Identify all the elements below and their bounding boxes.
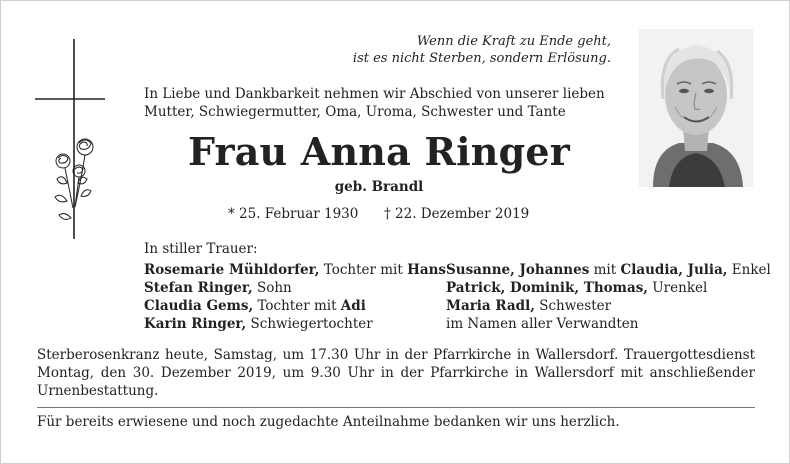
mourner-name: Claudia, Julia, xyxy=(620,262,728,278)
birth-date: * 25. Februar 1930 xyxy=(228,206,359,222)
mourner-relation: Sohn xyxy=(252,280,292,296)
mourners-left-column xyxy=(144,261,447,333)
mourner-line xyxy=(144,279,444,297)
mourner-name: Maria Radl, xyxy=(446,298,535,314)
mourner-line xyxy=(446,261,776,279)
mourners-right-column xyxy=(446,261,776,333)
mourner-relation: Enkel xyxy=(727,262,771,278)
mourner-line xyxy=(446,315,776,333)
death-date: † 22. Dezember 2019 xyxy=(384,206,530,222)
mourner-line xyxy=(144,315,444,333)
mourner-relation: Tochter mit xyxy=(253,298,341,314)
motto xyxy=(301,33,611,67)
intro-line-2: Mutter, Schwiegermutter, Oma, Uroma, Schwester und Tante xyxy=(144,104,566,120)
intro-text xyxy=(144,85,624,121)
mourner-name: Rosemarie Mühldorfer, xyxy=(144,262,320,278)
mourner-line xyxy=(144,297,444,315)
mourning-label: In stiller Trauer: xyxy=(144,241,258,257)
mourner-relation: Schwester xyxy=(534,298,612,314)
mourner-relation: Schwiegertochter xyxy=(246,316,373,332)
mourner-line xyxy=(144,261,447,279)
mourner-name: Adi xyxy=(340,298,366,314)
intro-line-1: In Liebe und Dankbarkeit nehmen wir Abschied von unserer lieben xyxy=(144,86,605,102)
mourner-relation: im Namen aller Verwandten xyxy=(446,316,639,332)
birth-name: geb. Brandl xyxy=(334,179,424,195)
mourner-name: Susanne, Johannes xyxy=(446,262,590,278)
portrait-photo xyxy=(639,29,753,187)
thanks-text: Für bereits erwiesene und noch zugedachte Anteilnahme bedanken wir uns herzlich. xyxy=(37,414,620,430)
mourner-line xyxy=(446,279,776,297)
cross-with-roses-icon xyxy=(35,39,105,239)
motto-line-2: ist es nicht Sterben, sondern Erlösung. xyxy=(352,51,611,66)
mourner-relation: mit xyxy=(589,262,621,278)
motto-line-1: Wenn die Kraft zu Ende geht, xyxy=(416,34,611,49)
mourner-relation: Tochter mit xyxy=(319,262,408,278)
deceased-name: Frau Anna Ringer xyxy=(187,129,570,174)
mourner-line xyxy=(446,297,776,315)
mourner-relation: Urenkel xyxy=(648,280,708,296)
mourner-name: Stefan Ringer, xyxy=(144,280,253,296)
mourner-name: Hans xyxy=(407,262,447,278)
mourner-name: Karin Ringer, xyxy=(144,316,247,332)
funeral-notice: Sterberosenkranz heute, Samstag, um 17.30 Uhr in der Pfarrkirche in Wallersdorf. Trauergottesdienst Montag, den 30. Dezember 2019, um 9.30 Uhr in der Pfarrkirche in Wallersdorf mit anschließender Urnenbestattung. xyxy=(37,347,755,399)
divider xyxy=(37,407,755,408)
mourner-name: Claudia Gems, xyxy=(144,298,254,314)
mourner-name: Patrick, Dominik, Thomas, xyxy=(446,280,649,296)
